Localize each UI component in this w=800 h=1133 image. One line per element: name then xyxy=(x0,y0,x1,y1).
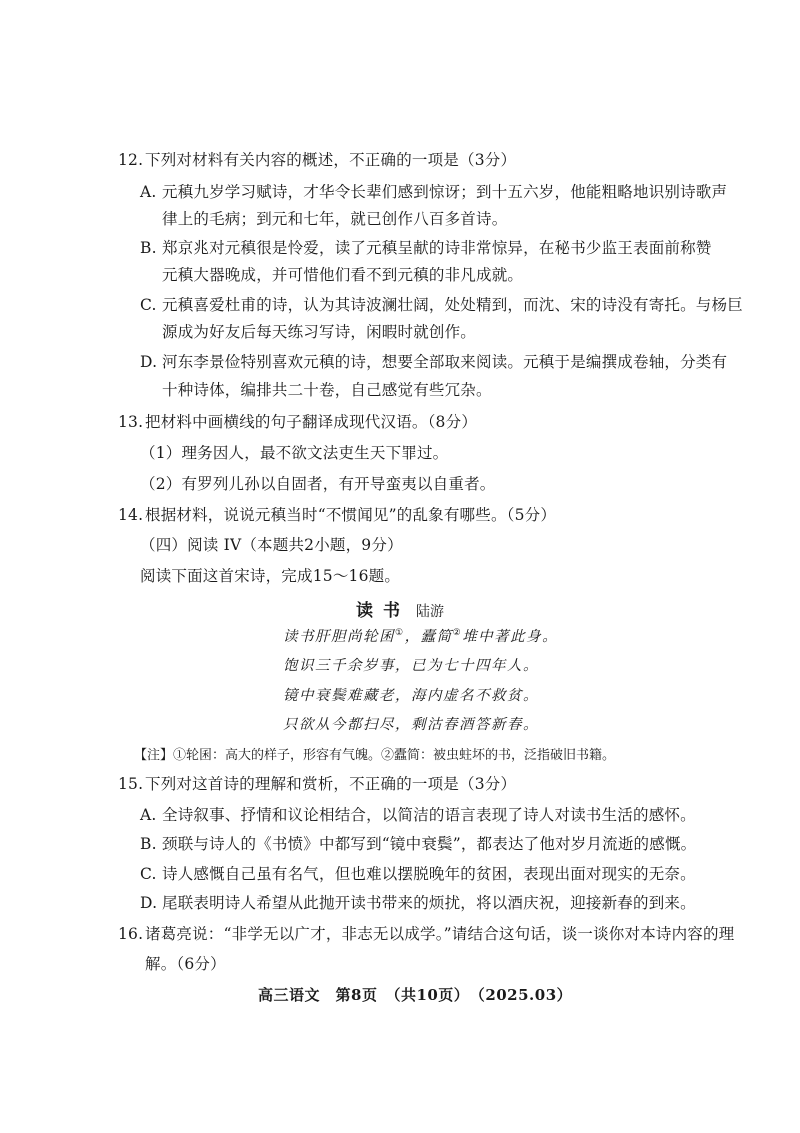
q12-option-d-cont xyxy=(162,380,492,400)
q15-option-b xyxy=(140,834,696,854)
option-text: 诗人感慨自己虽有名气，但也难以摆脱晚年的贫困，表现出面对现实的无奈。 xyxy=(162,865,696,883)
option-text: 元稹大器晚成，并可惜他们看不到元稹的非凡成就。 xyxy=(162,266,524,284)
poem-text: 堆中著此身。 xyxy=(462,629,559,645)
q15-option-a xyxy=(140,805,696,825)
q13-item-2 xyxy=(140,474,495,494)
q14-stem-text: 根据材料，说说元稹当时“不惯闻见”的乱象有哪些。（5分） xyxy=(145,506,557,524)
option-letter: D. xyxy=(140,353,158,371)
option-text: 十种诗体，编排共二十卷，自己感觉有些冗杂。 xyxy=(162,381,492,399)
poem-text: ，蠹简 xyxy=(404,629,453,645)
q14-number: 14. xyxy=(118,506,144,524)
option-letter: B. xyxy=(140,835,157,853)
q12-number: 12. xyxy=(118,151,144,169)
q13-number: 13. xyxy=(118,413,144,431)
q12-option-a-cont xyxy=(162,209,507,229)
poem-line-4: 只欲从今都扫尽，剩沽春酒答新春。 xyxy=(283,717,539,733)
translation-item: （2）有罗列儿孙以自固者，有开导蛮夷以自重者。 xyxy=(140,475,496,493)
q12-stem-text: 下列对材料有关内容的概述，不正确的一项是（3分） xyxy=(145,151,517,169)
q15-number: 15. xyxy=(118,775,144,793)
option-text: 源成为好友后每天练习写诗，闲暇时就创作。 xyxy=(162,323,477,341)
poem-title-text: 读书 xyxy=(356,601,410,621)
poem-author: 陆游 xyxy=(416,604,444,620)
q12-option-b-cont xyxy=(162,265,523,285)
option-text: 元稹喜爱杜甫的诗，认为其诗波澜壮阔，处处精到，而沈、宋的诗没有寄托。与杨巨 xyxy=(162,296,743,314)
section-4-instruction: 阅读下面这首宋诗，完成15～16题。 xyxy=(140,567,401,585)
option-text: 尾联表明诗人希望从此抛开读书带来的烦扰，将以酒庆祝，迎接新春的到来。 xyxy=(162,894,696,912)
q12-option-a xyxy=(140,182,727,202)
q16-stem-text: 诸葛亮说：“非学无以广才，非志无以成学。”请结合这句话，谈一谈你对本诗内容的理 xyxy=(145,925,735,943)
page-footer: 高三语文 第8页 （共10页） （2025.03） xyxy=(258,986,573,1004)
q12-stem xyxy=(118,150,516,170)
option-letter: C. xyxy=(140,296,157,314)
option-text: 律上的毛病；到元和七年，就已创作八百多首诗。 xyxy=(162,210,508,228)
section-4-heading: （四）阅读 IV（本题共2小题，9分） xyxy=(140,536,403,554)
q16-number: 16. xyxy=(118,925,144,943)
poem-title xyxy=(356,596,444,621)
option-letter: A. xyxy=(140,183,157,201)
q12-option-d xyxy=(140,352,727,372)
poem-line-3: 镜中衰鬓难藏老，海内虚名不救贫。 xyxy=(283,688,539,704)
poem-line-1 xyxy=(283,625,558,646)
q13-stem-text: 把材料中画横线的句子翻译成现代汉语。（8分） xyxy=(145,413,478,431)
footnote-mark: ② xyxy=(452,628,463,639)
option-text: 河东李景俭特别喜欢元稹的诗，想要全部取来阅读。元稹于是编撰成卷轴，分类有 xyxy=(162,353,728,371)
q12-option-b xyxy=(140,238,712,258)
poem-line-2: 饱识三千余岁事，已为七十四年人。 xyxy=(283,658,539,674)
option-text: 全诗叙事、抒情和议论相结合，以简洁的语言表现了诗人对读书生活的感怀。 xyxy=(162,806,696,824)
option-letter: C. xyxy=(140,865,157,883)
footnote-mark: ① xyxy=(395,628,405,639)
q13-stem xyxy=(118,412,477,432)
q15-stem-text: 下列对这首诗的理解和赏析，不正确的一项是（3分） xyxy=(145,775,517,793)
q14-stem xyxy=(118,505,556,525)
option-letter: B. xyxy=(140,239,157,257)
option-text: 颈联与诗人的《书愤》中都写到“镜中衰鬓”，都表达了他对岁月流逝的感慨。 xyxy=(162,835,697,853)
option-letter: A. xyxy=(140,806,157,824)
option-text: 郑京兆对元稹很是怜爱，读了元稹呈献的诗非常惊异，在秘书少监王表面前称赞 xyxy=(162,239,712,257)
q15-option-c xyxy=(140,864,696,884)
poem-text: 读书肝胆尚轮囷 xyxy=(283,629,395,645)
q16-stem xyxy=(118,924,734,944)
q13-item-1 xyxy=(140,443,448,463)
q15-option-d xyxy=(140,893,696,913)
poem-note: 【注】①轮囷：高大的样子，形容有气魄。②蠹简：被虫蛀坏的书，泛指破旧书籍。 xyxy=(134,748,616,763)
q15-stem xyxy=(118,774,516,794)
option-text: 元稹九岁学习赋诗，才华令长辈们感到惊讶；到十五六岁，他能粗略地识别诗歌声 xyxy=(162,183,728,201)
q12-option-c-cont xyxy=(162,322,476,342)
q16-stem-cont: 解。（6分） xyxy=(145,955,226,973)
option-letter: D. xyxy=(140,894,158,912)
translation-item: （1）理务因人，最不欲文法吏生天下罪过。 xyxy=(140,444,449,462)
q12-option-c xyxy=(140,295,743,315)
